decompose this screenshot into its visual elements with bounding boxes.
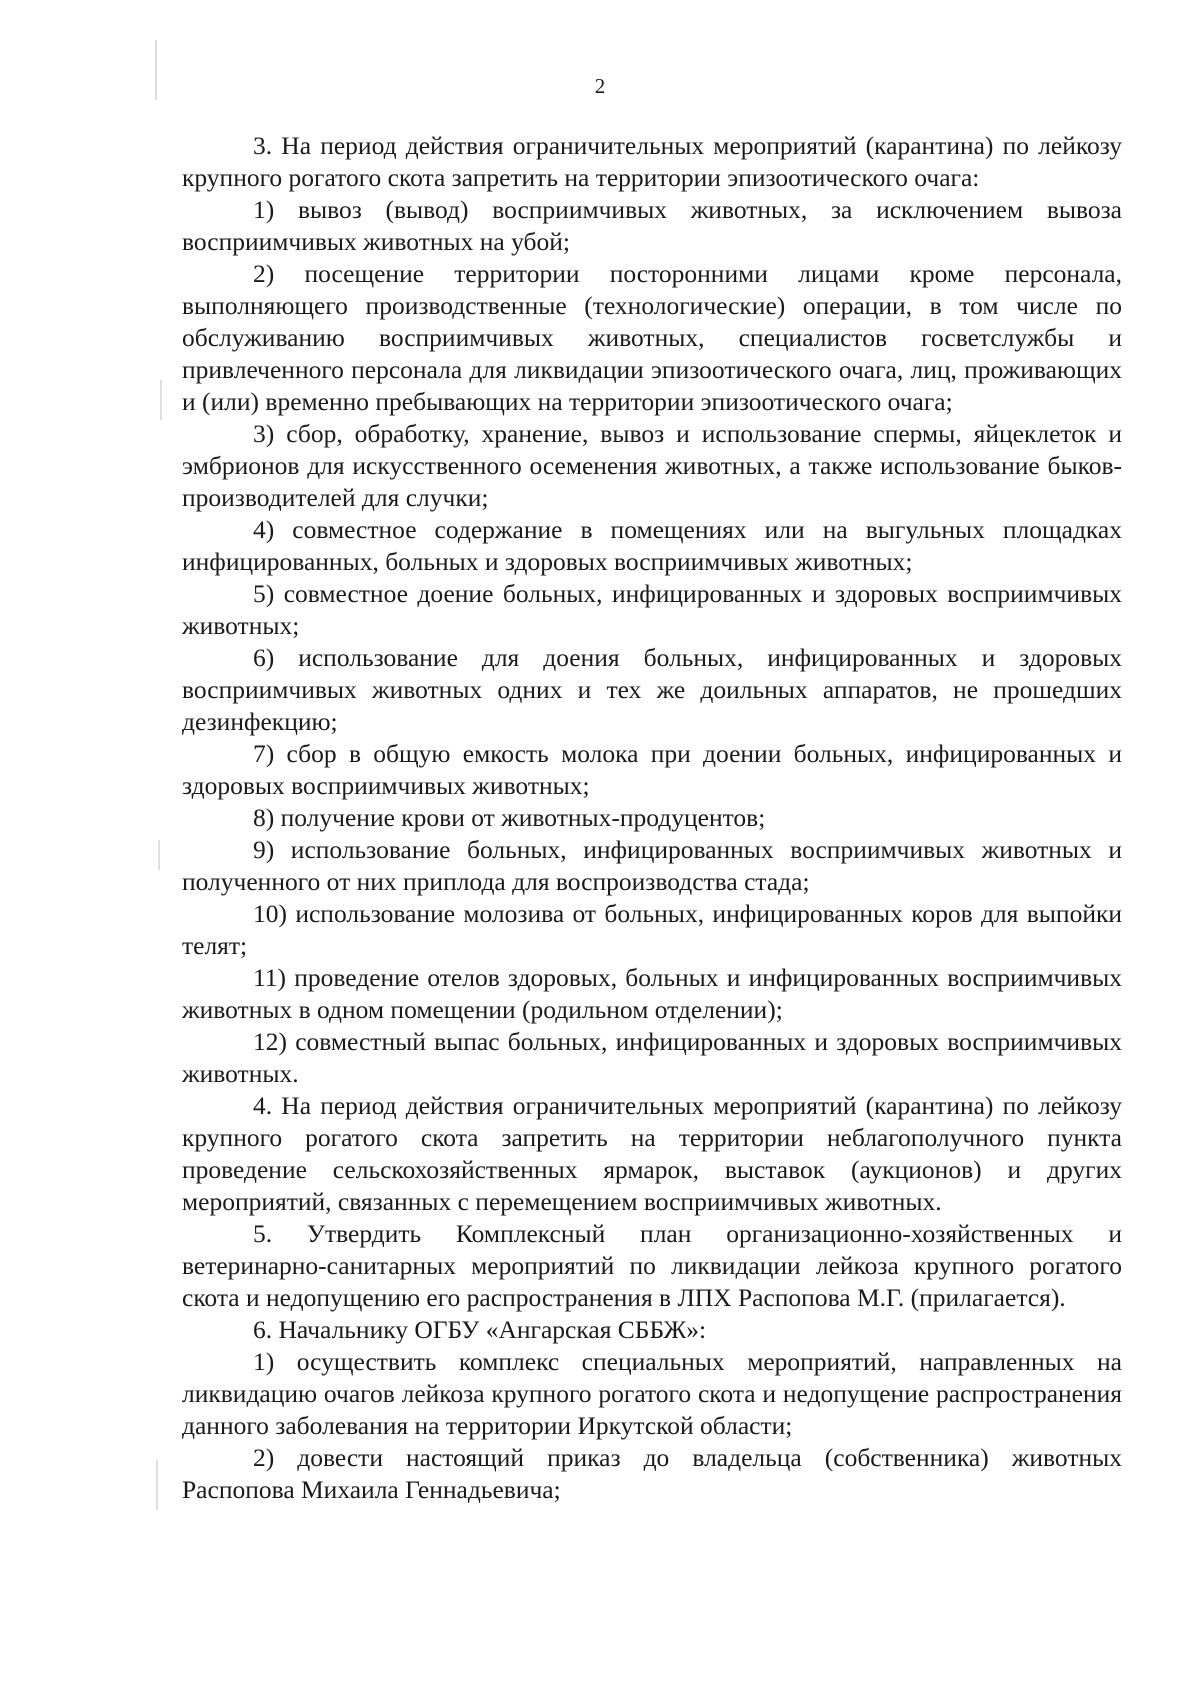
list-item-3-2: 2) посещение территории посторонними лицами кроме персонала, выполняющего производственные (технологические) операции, в том числе по обслуживанию восприимчивых животных, специалистов госветслужбы и привлеченного персонала для ликвидации эпизоотического очага, лиц, проживающих и (или) временно пребывающих на территории эпизоотического очага; bbox=[182, 259, 1122, 416]
list-item-3-4: 4) совместное содержание в помещениях или на выгульных площадках инфицированных, больных и здоровых восприимчивых животных; bbox=[182, 515, 1122, 576]
list-item-3-6: 6) использование для доения больных, инфицированных и здоровых восприимчивых животных одних и тех же доильных аппаратов, не прошедших дезинфекцию; bbox=[182, 643, 1122, 736]
paragraph-3: 3. На период действия ограничительных мероприятий (карантина) по лейкозу крупного рогатого скота запретить на территории эпизоотического очага: bbox=[182, 131, 1122, 192]
list-item-3-5: 5) совместное доение больных, инфицированных и здоровых восприимчивых животных; bbox=[182, 579, 1122, 640]
page-number: 2 bbox=[594, 74, 606, 98]
list-item-3-1: 1) вывоз (вывод) восприимчивых животных, за исключением вывоза восприимчивых животных на убой; bbox=[182, 195, 1122, 256]
list-item-3-9: 9) использование больных, инфицированных восприимчивых животных и полученного от них приплода для воспроизводства стада; bbox=[182, 835, 1122, 896]
list-item-3-3: 3) сбор, обработку, хранение, вывоз и использование спермы, яйцеклеток и эмбрионов для искусственного осеменения животных, а также использование быков-производителей для случки; bbox=[182, 419, 1122, 512]
scan-artifact bbox=[156, 1460, 158, 1510]
paragraph-4: 4. На период действия ограничительных мероприятий (карантина) по лейкозу крупного рогатого скота запретить на территории неблагополучного пункта проведение сельскохозяйственных ярмарок, выставок (аукционов) и других мероприятий, связанных с перемещением восприимчивых животных. bbox=[182, 1091, 1122, 1216]
paragraph-6: 6. Начальнику ОГБУ «Ангарская СББЖ»: bbox=[253, 1315, 707, 1344]
scan-artifact bbox=[160, 380, 162, 420]
document-body bbox=[182, 130, 1122, 1506]
list-item-6-2: 2) довести настоящий приказ до владельца (собственника) животных Распопова Михаила Геннадьевича; bbox=[182, 1443, 1122, 1504]
list-item-3-8: 8) получение крови от животных-продуцентов; bbox=[253, 803, 766, 832]
list-item-6-1: 1) осуществить комплекс специальных мероприятий, направленных на ликвидацию очагов лейкоза крупного рогатого скота и недопущение распространения данного заболевания на территории Иркутской области; bbox=[182, 1347, 1122, 1440]
paragraph-5: 5. Утвердить Комплексный план организационно-хозяйственных и ветеринарно-санитарных мероприятий по ликвидации лейкоза крупного рогатого скота и недопущению его распространения в ЛПХ Распопова М.Г. (прилагается). bbox=[182, 1219, 1122, 1312]
list-item-3-7: 7) сбор в общую емкость молока при доении больных, инфицированных и здоровых восприимчивых животных; bbox=[182, 739, 1122, 800]
list-item-3-10: 10) использование молозива от больных, инфицированных коров для выпойки телят; bbox=[182, 899, 1122, 960]
scan-artifact bbox=[158, 840, 160, 870]
list-item-3-11: 11) проведение отелов здоровых, больных и инфицированных восприимчивых животных в одном помещении (родильном отделении); bbox=[182, 963, 1122, 1024]
list-item-3-12: 12) совместный выпас больных, инфицированных и здоровых восприимчивых животных. bbox=[182, 1027, 1122, 1088]
